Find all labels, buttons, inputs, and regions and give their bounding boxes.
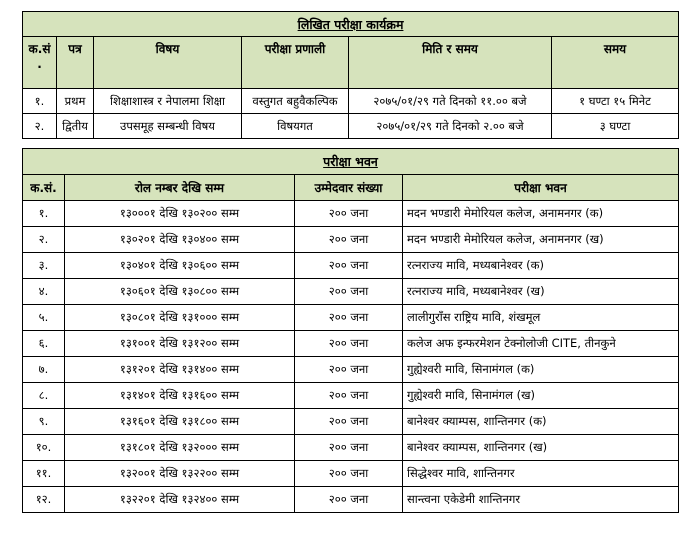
table-row (23, 357, 679, 383)
row-sn: ५. (23, 305, 65, 331)
row-candidate-count: २०० जना (295, 357, 403, 383)
row-candidate-count: २०० जना (295, 435, 403, 461)
header-sn (23, 37, 57, 89)
table-row (23, 279, 679, 305)
row-roll-range: १३१८०१ देखि १३२००० सम्म (65, 435, 295, 461)
row-roll-range: १३०६०१ देखि १३०८०० सम्म (65, 279, 295, 305)
row-duration: १ घण्टा १५ मिनेट (552, 89, 679, 114)
row-candidate-count: २०० जना (295, 409, 403, 435)
row-candidate-count: २०० जना (295, 201, 403, 227)
row-exam-center: रत्नराज्य मावि, मध्यबानेश्वर (क) (403, 253, 679, 279)
header-sn-line2: . (37, 57, 42, 71)
row-roll-range: १३०८०१ देखि १३१००० सम्म (65, 305, 295, 331)
row-sn: ७. (23, 357, 65, 383)
row-datetime: २०७५/०१/२९ गते दिनको २.०० बजे (349, 114, 552, 139)
row-exam-center: बानेश्वर क्याम्पस, शान्तिनगर (ख) (403, 435, 679, 461)
table-row (23, 114, 679, 139)
header-duration: समय (552, 37, 679, 89)
row-roll-range: १३०००१ देखि १३०२०० सम्म (65, 201, 295, 227)
row-exam-center: कलेज अफ इन्फरमेशन टेक्नोलोजी CITE, तीनकुने (403, 331, 679, 357)
row-sn: ४. (23, 279, 65, 305)
exam-centers-table (22, 148, 679, 513)
row-roll-range: १३१००१ देखि १३१२०० सम्म (65, 331, 295, 357)
row-paper: द्वितीय (57, 114, 94, 139)
row-exam-center: बानेश्वर क्याम्पस, शान्तिनगर (क) (403, 409, 679, 435)
header-datetime: मिति र समय (349, 37, 552, 89)
row-roll-range: १३१६०१ देखि १३१८०० सम्म (65, 409, 295, 435)
row-exam-center: सिद्धेश्वर मावि, शान्तिनगर (403, 461, 679, 487)
row-system: विषयगत (242, 114, 349, 139)
exam-centers-title: परीक्षा भवन (23, 149, 679, 175)
row-sn: १०. (23, 435, 65, 461)
row-sn: १२. (23, 487, 65, 513)
header-candidate-count: उम्मेदवार संख्या (295, 175, 403, 201)
row-candidate-count: २०० जना (295, 331, 403, 357)
row-sn: १. (23, 89, 57, 114)
row-exam-center: गुह्येश्वरी मावि, सिनामंगल (ख) (403, 383, 679, 409)
row-roll-range: १३१२०१ देखि १३१४०० सम्म (65, 357, 295, 383)
row-roll-range: १३२००१ देखि १३२२०० सम्म (65, 461, 295, 487)
row-system: वस्तुगत बहुवैकल्पिक (242, 89, 349, 114)
header-sn: क.सं. (23, 175, 65, 201)
exam-schedule-title: लिखित परीक्षा कार्यक्रम (23, 12, 679, 37)
table-row (23, 201, 679, 227)
row-subject: शिक्षाशास्त्र र नेपालमा शिक्षा (94, 89, 242, 114)
row-candidate-count: २०० जना (295, 227, 403, 253)
row-datetime: २०७५/०१/२९ गते दिनको ११.०० बजे (349, 89, 552, 114)
header-paper: पत्र (57, 37, 94, 89)
row-candidate-count: २०० जना (295, 461, 403, 487)
header-system: परीक्षा प्रणाली (242, 37, 349, 89)
exam-schedule-table (22, 11, 679, 139)
row-candidate-count: २०० जना (295, 305, 403, 331)
row-exam-center: मदन भण्डारी मेमोरियल कलेज, अनामनगर (ख) (403, 227, 679, 253)
row-exam-center: रत्नराज्य मावि, मध्यबानेश्वर (ख) (403, 279, 679, 305)
header-subject: विषय (94, 37, 242, 89)
row-sn: ९. (23, 409, 65, 435)
row-exam-center: सान्त्वना एकेडेमी शान्तिनगर (403, 487, 679, 513)
table-row (23, 331, 679, 357)
row-roll-range: १३०२०१ देखि १३०४०० सम्म (65, 227, 295, 253)
row-sn: ८. (23, 383, 65, 409)
row-candidate-count: २०० जना (295, 383, 403, 409)
header-exam-center: परीक्षा भवन (403, 175, 679, 201)
row-exam-center: लालीगुराँस राष्ट्रिय मावि, शंखमूल (403, 305, 679, 331)
table-row (23, 253, 679, 279)
row-sn: ३. (23, 253, 65, 279)
row-candidate-count: २०० जना (295, 279, 403, 305)
row-roll-range: १३१४०१ देखि १३१६०० सम्म (65, 383, 295, 409)
row-candidate-count: २०० जना (295, 487, 403, 513)
row-sn: २. (23, 227, 65, 253)
row-roll-range: १३२२०१ देखि १३२४०० सम्म (65, 487, 295, 513)
header-roll-range: रोल नम्बर देखि सम्म (65, 175, 295, 201)
row-sn: १. (23, 201, 65, 227)
row-sn: २. (23, 114, 57, 139)
row-sn: ११. (23, 461, 65, 487)
table-row (23, 435, 679, 461)
row-paper: प्रथम (57, 89, 94, 114)
header-sn-line1: क.सं (28, 42, 51, 56)
row-subject: उपसमूह सम्बन्धी विषय (94, 114, 242, 139)
table-row (23, 305, 679, 331)
row-exam-center: गुह्येश्वरी मावि, सिनामंगल (क) (403, 357, 679, 383)
table-row (23, 227, 679, 253)
row-candidate-count: २०० जना (295, 253, 403, 279)
table-row (23, 487, 679, 513)
exam-centers-header-row (23, 175, 679, 201)
table-row (23, 383, 679, 409)
row-exam-center: मदन भण्डारी मेमोरियल कलेज, अनामनगर (क) (403, 201, 679, 227)
table-row (23, 89, 679, 114)
row-duration: ३ घण्टा (552, 114, 679, 139)
row-sn: ६. (23, 331, 65, 357)
table-row (23, 409, 679, 435)
row-roll-range: १३०४०१ देखि १३०६०० सम्म (65, 253, 295, 279)
table-row (23, 461, 679, 487)
exam-schedule-header-row (23, 37, 679, 89)
